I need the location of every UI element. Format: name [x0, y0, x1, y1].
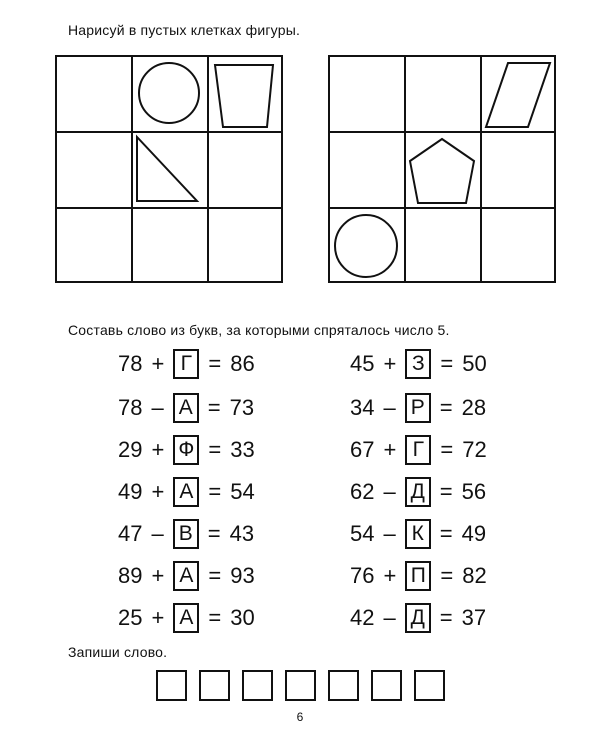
parallelogram-shape — [486, 63, 550, 127]
equation-left-3: 29 + Ф = 33 — [118, 432, 255, 468]
answer-box[interactable] — [156, 670, 187, 701]
answer-box[interactable] — [285, 670, 316, 701]
letter-box: А — [173, 477, 199, 507]
pentagon-shape — [410, 139, 474, 203]
equation-left-2: 78 – А = 73 — [118, 390, 254, 426]
answer-boxes — [156, 670, 445, 701]
equation-right-2: 34 – Р = 28 — [350, 390, 486, 426]
task3-instruction: Запиши слово. — [68, 644, 168, 660]
triangle-shape — [137, 137, 197, 201]
answer-box[interactable] — [328, 670, 359, 701]
letter-box: Г — [173, 349, 199, 379]
letter-box: А — [173, 561, 199, 591]
equation-right-4: 62 – Д = 56 — [350, 474, 486, 510]
answer-box[interactable] — [414, 670, 445, 701]
equation-left-1: 78 + Г = 86 — [118, 346, 255, 382]
equation-right-7: 42 – Д = 37 — [350, 600, 486, 636]
letter-box: З — [405, 349, 431, 379]
equation-right-5: 54 – К = 49 — [350, 516, 486, 552]
task2-instruction: Составь слово из букв, за которыми спряталось число 5. — [68, 322, 450, 338]
answer-box[interactable] — [242, 670, 273, 701]
letter-box: Д — [405, 477, 431, 507]
equation-left-5: 47 – В = 43 — [118, 516, 254, 552]
circle-shape — [139, 63, 199, 123]
equation-right-3: 67 + Г = 72 — [350, 432, 487, 468]
letter-box: Г — [405, 435, 431, 465]
circle-shape — [335, 215, 397, 277]
letter-box: К — [405, 519, 431, 549]
answer-box[interactable] — [199, 670, 230, 701]
letter-box: Ф — [173, 435, 199, 465]
letter-box: А — [173, 603, 199, 633]
letter-box: Р — [405, 393, 431, 423]
page-number: 6 — [296, 710, 304, 724]
answer-box[interactable] — [371, 670, 402, 701]
equation-left-4: 49 + А = 54 — [118, 474, 255, 510]
equation-right-1: 45 + З = 50 — [350, 346, 487, 382]
shape-grid-left — [55, 55, 283, 283]
task1-instruction: Нарисуй в пустых клетках фигуры. — [68, 22, 301, 38]
equation-left-6: 89 + А = 93 — [118, 558, 255, 594]
letter-box: А — [173, 393, 199, 423]
letter-box: В — [173, 519, 199, 549]
trapezoid-shape — [215, 65, 273, 127]
letter-box: Д — [405, 603, 431, 633]
letter-box: П — [405, 561, 431, 591]
equation-left-7: 25 + А = 30 — [118, 600, 255, 636]
shape-grid-right — [328, 55, 556, 283]
equation-right-6: 76 + П = 82 — [350, 558, 487, 594]
